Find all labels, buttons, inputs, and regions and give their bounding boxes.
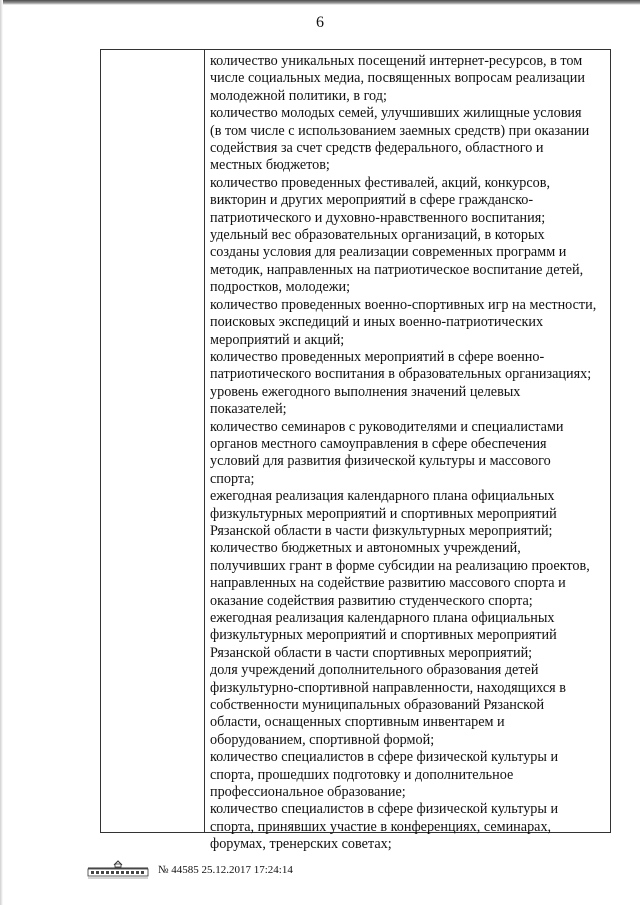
table-text-line: физкультурных мероприятий и спортивных мероприятий (210, 627, 557, 644)
document-footer (84, 858, 293, 882)
table-text-line: показателей; (210, 401, 287, 418)
table-text-line: поисковых экспедиций и иных военно-патриотических (210, 314, 544, 331)
table-text-line: области, оснащенных спортивным инвентарем и (210, 714, 505, 731)
table-text-line: количество проведенных мероприятий в сфере военно- (210, 348, 545, 365)
table-text-line: удельный вес образовательных организаций, в которых (210, 227, 545, 244)
scan-top-edge (0, 0, 640, 5)
table-text-line: спорта, принявших участие в конференциях, семинарах, (210, 818, 552, 835)
table-text-line: профессиональное образование; (210, 784, 406, 801)
table-right-column (205, 50, 610, 853)
table-text-line: количество молодых семей, улучшивших жилищные условия (210, 105, 582, 122)
table-text-line: форумах, тренерских советах; (210, 836, 392, 853)
table-text-line: ежегодная реализация календарного плана официальных (210, 610, 555, 626)
table-text-line: количество уникальных посещений интернет-ресурсов, в том (210, 53, 583, 69)
table-text-line: собственности муниципальных образований Рязанской (210, 697, 545, 714)
table-text-line: физкультурных мероприятий и спортивных мероприятий (210, 505, 557, 522)
table-text-line: спорта; (210, 470, 255, 487)
table-text-line: ежегодная реализация календарного плана официальных (210, 488, 555, 505)
table-text-line: количество бюджетных и автономных учреждений, (210, 540, 521, 557)
table-text-line: (в том числе с использованием заемных средств) при оказании (210, 122, 590, 139)
table-text-line: викторин и других мероприятий в сфере гражданско- (210, 192, 534, 209)
table-left-column (101, 50, 205, 832)
scan-left-edge (0, 0, 3, 905)
table-text-line: доля учреждений дополнительного образования детей (210, 662, 539, 679)
table-text-line: содействия за счет средств федерального, областного и (210, 140, 544, 157)
table-text-line: физкультурно-спортивной направленности, находящихся в (210, 679, 566, 696)
table-text-line: количество специалистов в сфере физической культуры и (210, 749, 559, 766)
document-registration-ref: № 44585 25.12.2017 17:24:14 (158, 864, 293, 876)
table-text-line: патриотического воспитания в образовательных организациях; (210, 366, 592, 383)
table-text-line: методик, направленных на патриотическое воспитание детей, (210, 261, 584, 278)
table-text-line: созданы условия для реализации современных программ и (210, 244, 567, 261)
table-text-line: органов местного самоуправления в сфере обеспечения (210, 435, 547, 452)
document-table (100, 49, 611, 853)
table-text-line: оборудованием, спортивной формой; (210, 731, 435, 748)
page-number: 6 (316, 14, 324, 31)
table-text-line: количество специалистов в сфере физической культуры и (210, 801, 559, 818)
table-text-line: спорта, прошедших подготовку и дополнительное (210, 766, 514, 783)
table-text-line: оказание содействия развитию студенческого спорта; (210, 592, 533, 609)
table-text-line: условий для развития физической культуры и массового (210, 453, 551, 470)
table-text-line: уровень ежегодного выполнения значений целевых (210, 383, 521, 400)
table-text-line: патриотического и духовно-нравственного воспитания; (210, 209, 546, 226)
table-text-line: местных бюджетов; (210, 157, 330, 174)
table-text-line: числе социальных медиа, посвященных вопросам реализации (210, 70, 585, 87)
table-text-line: молодежной политики, в год; (210, 87, 387, 104)
table-text-line: количество семинаров с руководителями и специалистами (210, 418, 564, 435)
table-text-line: получивших грант в форме субсидии на реализацию проектов, (210, 557, 590, 574)
table-text-line: Рязанской области в части физкультурных мероприятий; (210, 522, 553, 539)
table-text-line: количество проведенных военно-спортивных игр на местности, (210, 296, 597, 313)
table-text-line: количество проведенных фестивалей, акций, конкурсов, (210, 174, 551, 191)
table-text-line: направленных на содействие развитию массового спорта и (210, 575, 566, 592)
registry-stamp-icon (84, 859, 152, 881)
table-text-line: подростков, молодежи; (210, 279, 351, 296)
table-text-line: мероприятий и акций; (210, 331, 345, 348)
table-text-line: Рязанской области в части спортивных мероприятий; (210, 644, 533, 661)
